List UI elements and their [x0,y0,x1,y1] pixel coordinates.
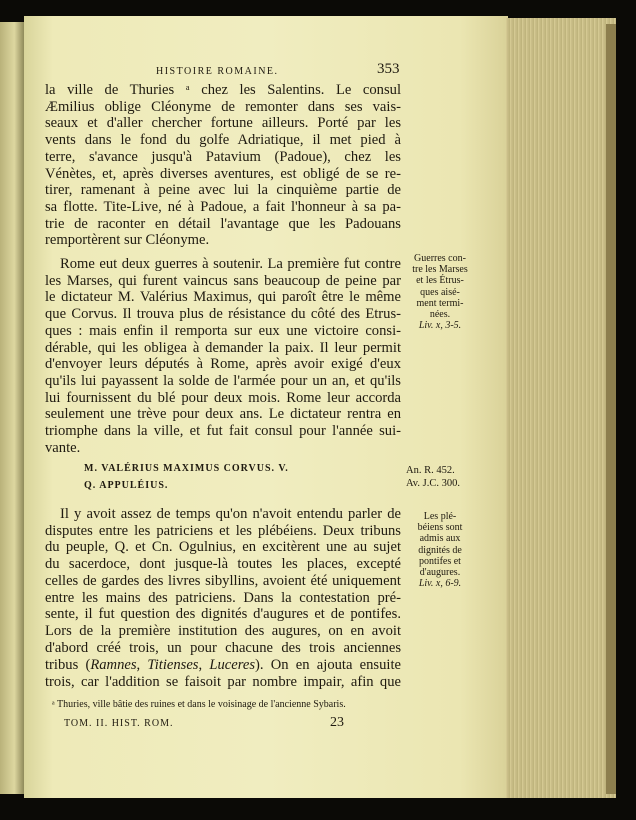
text-line: Æmilius oblige Cléonyme de remonter dans ses vais- [45,98,401,115]
text-line: le dictateur M. Valérius Maximus, qui paroît être le même [45,289,401,306]
previous-page-edge [0,22,24,794]
text-line: celles de gardes des livres sibyllins, avoient été uniquement [45,572,401,589]
text-line: trie de raconter en détail l'avantage que les Padouans [45,215,401,232]
margin-note-wars [406,253,474,331]
text-line: sente, il fut question des dignités d'augures et de pontifes. [45,606,401,623]
consul-name: Q. APPULÉIUS. [84,480,169,491]
text-line: lui fournissent du blé pour deux mois. Rome leur accorda [45,389,401,406]
text-line: Il y avoit assez de temps qu'on n'avoit entendu parler de [60,506,401,522]
text-line: Vénètes, et, après diverses aventures, est obligé de se re- [45,165,401,182]
consul-name: M. VALÉRIUS MAXIMUS CORVUS. V. [84,463,289,474]
year-note: Av. J.C. 300. [406,478,460,489]
text-line: du peuple, Q. et Cn. Ogulnius, en excitèrent une au sujet [45,539,401,556]
text-line: Lors de la première institution des augures, on en avoit [45,622,401,639]
page-stack-edge [506,18,616,798]
text-line: entre les mains des patriciens. Dans la contestation pré- [45,589,401,606]
text-line: les Marses, qui furent vaincus sans beaucoup de peine par [45,272,401,289]
page-number: 353 [377,61,400,77]
margin-note-line: et les Étrus- [416,275,464,287]
text-line: terre, s'avance jusqu'à Patavium (Padoue), chez les [45,148,401,165]
margin-note-line: ques aisé- [420,286,460,298]
text-line: vante. [45,439,81,456]
margin-note-line: nées. [429,309,451,321]
text-line: sa flotte. Tite-Live, né à Padoue, a fait l'honneur à sa pa- [45,198,401,215]
text-line: remportèrent sur Cléonyme. [45,232,210,249]
margin-note-line: tre les Marses [412,264,468,276]
margin-note-line: pontifes et [419,555,461,567]
margin-note-line: Liv. x, 6-9. [418,578,462,590]
text-line: du sacerdoce, dont jusque-là toutes les places, excepté [45,556,401,573]
text-line: seulement une trève pour deux ans. Le dictateur rentra en [45,406,401,423]
text-line: ques : mais enfin il remporta sur eux une victoire consi- [45,322,401,339]
year-note: An. R. 452. [406,465,455,476]
footnote: ᵃ Thuries, ville bâtie des ruines et dans le voisinage de l'ancienne Sybaris. [52,699,346,710]
margin-note-line: béiens sont [417,522,463,534]
margin-note-line: dignités de [418,544,462,556]
text-line: qu'ils lui payassent la solde de l'armée pour un an, et qu'ils [45,372,401,389]
book-cover-edge [606,24,616,794]
text-line: triomphe dans la ville, et fut fait consul pour l'année sui- [45,423,401,439]
gathering-signature: 23 [330,715,344,730]
margin-note-line: Guerres con- [414,253,466,264]
text-line: tirer, ramenant à peine avec lui la cinquième partie de [45,182,401,199]
text-line: la ville de Thuries ᵃ chez les Salentins. Le consul [45,82,401,98]
margin-note-line: d'augures. [419,567,461,579]
text-line: d'abord créé trois, un pour chacune des trois anciennes [45,639,401,656]
margin-note-line: ment termi- [416,297,464,309]
margin-note-line: Les plé- [423,511,457,522]
margin-note-line: Liv. x, 3-5. [418,320,462,332]
margin-note-line: admis aux [419,533,461,545]
text-line: seaux et d'aller chercher fortune ailleurs. Porté par les [45,115,401,132]
running-title: HISTOIRE ROMAINE. [156,66,279,77]
text-line: vents dans le fond du golfe Adriatique, il met pied à [45,132,401,149]
text-line: dérable, qui les obligea à demander la paix. Il leur permit [45,339,401,356]
text-line: disputes entre les patriciens et les plébéiens. Deux tribuns [45,522,401,539]
text-line: trois, car l'addition se faisoit par nombre impair, afin que [45,674,401,690]
text-line: d'envoyer leurs députés à Rome, après avoir exigé d'eux [45,356,401,373]
volume-signature: TOM. II. HIST. ROM. [64,718,174,729]
text-line: Rome eut deux guerres à soutenir. La première fut contre [60,256,401,272]
text-line: tribus (Ramnes, Titienses, Luceres). On en ajouta ensuite [45,657,401,673]
margin-note-plebeians [406,511,474,589]
text-line: que Corvus. Il trouva plus de résistance du côté des Etrus- [45,306,401,323]
